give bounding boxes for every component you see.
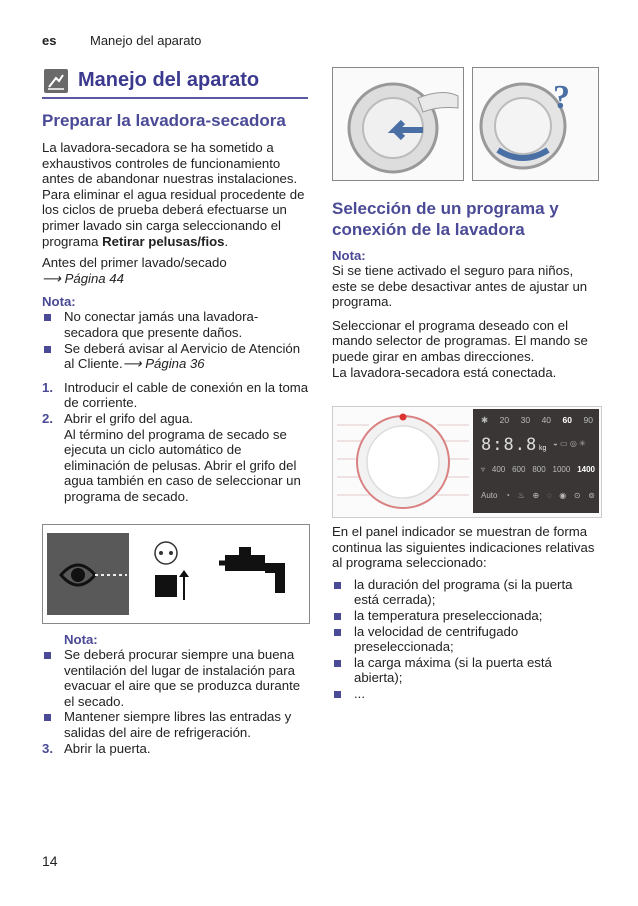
right-lower — [332, 524, 600, 702]
steps-list — [42, 380, 310, 505]
kg-unit: kg — [539, 445, 547, 452]
display-info-paragraph: En el panel indicador se muestran de forma continua las siguientes indicaciones relativas al programa seleccionado: — [332, 524, 595, 571]
list-item: No conectar jamás una lavadora-secadora que presente daños. — [42, 309, 310, 340]
heading-prepare: Preparar la lavadora-secadora — [42, 111, 286, 130]
list-item: la velocidad de centrifugado preseleccionada; — [332, 624, 600, 655]
status-icons: ◒ ▭ ◎ ✳ — [553, 439, 586, 448]
right-column — [332, 198, 600, 380]
step-item: 1. Introducir el cable de conexión en la toma de corriente. — [42, 379, 309, 411]
note-label: Nota: — [332, 248, 366, 263]
tub-icon: ▿ — [481, 465, 486, 474]
page-ref-link[interactable]: ⟶ Página 44 — [42, 270, 124, 286]
note-label: Nota: — [64, 632, 98, 647]
plug-icon — [155, 542, 189, 600]
select-paragraph: Seleccionar el programa deseado con el mando selector de programas. El mando se puede girar en ambas direcciones. La lavadora-secadora está conectada. — [332, 317, 588, 380]
intro-paragraph: La lavadora-secadora se ha sometido a exhaustivos controles de funcionamiento antes de abandonar nuestras instalaciones. Para eliminar el agua residual procedente de los ciclos de prueba deberá efectuarse un primer lavado sin carga seleccionando el programa Retirar pelusas/fios. — [42, 140, 305, 249]
page-ref-link[interactable]: ⟶ Página 36 — [122, 356, 205, 372]
list-item: la temperatura preseleccionada; — [332, 608, 600, 624]
list-item: ... — [332, 686, 600, 702]
left-column — [42, 110, 310, 504]
step-item: 3. Abrir la puerta. — [42, 740, 151, 756]
heading-select-program: Selección de un programa y conexión de la lavadora — [332, 199, 559, 239]
ventilation-notes — [42, 647, 310, 741]
running-header-title: Manejo del aparato — [90, 33, 202, 48]
hand-settings-icon — [44, 69, 68, 93]
display-panel — [473, 409, 599, 513]
list-item: Mantener siempre libres las entradas y salidas del aire de refrigeración. — [42, 709, 310, 740]
dry-options-row: Auto ◔ ♨ ⊕ ◌ ◉ ⊙ ⊚ — [481, 491, 595, 500]
time-display: 8:8.8 — [481, 435, 538, 455]
list-item: Se deberá procurar siempre una buena ventilación del lugar de instalación para evacuar el aire que se produzca durante el secado. — [42, 647, 310, 709]
list-item: la carga máxima (si la puerta está abierta); — [332, 655, 600, 686]
note-list — [42, 309, 310, 371]
section-title: Manejo del aparato — [78, 69, 260, 91]
door-open-illustration — [332, 67, 464, 181]
note-label: Nota: — [42, 294, 76, 310]
svg-text:?: ? — [553, 79, 570, 116]
section-heading — [42, 67, 308, 99]
connection-figure — [42, 524, 310, 624]
left-lower — [42, 632, 310, 756]
page-number: 14 — [42, 853, 58, 869]
step-item: 2. Abrir el grifo del agua. Al término del programa de secado se ejecuta un ciclo automático de eliminación de pelusas. Abrir el grifo del agua también en caso de seleccionar un programa de secado. — [42, 410, 301, 504]
door-help-illustration — [472, 67, 599, 181]
water-tap-icon — [219, 547, 285, 593]
list-item: la duración del programa (si la puerta está cerrada); — [332, 577, 600, 608]
list-item: Se deberá avisar al Aervicio de Atención al Cliente.⟶ Página 36 — [42, 341, 310, 372]
first-wash-paragraph: Antes del primer lavado/secado ⟶ Página 44 — [42, 255, 227, 286]
language-code: es — [42, 33, 57, 48]
spin-speed-row: ▿ 400 600 800 1000 1400 — [481, 465, 595, 474]
display-info-list — [332, 577, 600, 702]
snowflake-icon: ✱ — [481, 415, 489, 425]
control-panel-figure — [332, 406, 602, 518]
child-lock-note: Si se tiene activado el seguro para niños, este se debe desactivar antes de ajustar un programa. — [332, 263, 588, 310]
temperature-row: ✱ 20 30 40 60 90 — [481, 415, 593, 425]
steps-list-continued — [42, 741, 310, 757]
